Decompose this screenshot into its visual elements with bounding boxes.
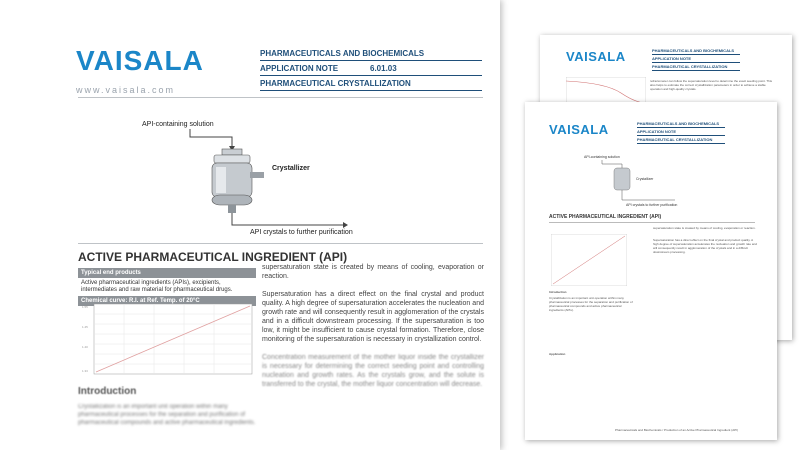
category-row: PHARMACEUTICALS AND BIOCHEMICALS (260, 46, 482, 61)
front-application-heading: Application (549, 352, 566, 356)
back-header: PHARMACEUTICALS AND BIOCHEMICALS APPLICATION NOTE PHARMACEUTICAL CRYSTALLIZATION (652, 47, 740, 71)
website-text: www.vaisala.com (76, 85, 176, 95)
front-col2-text2: Supersaturation has a direct effect on the final crystal and product quality. A high degree of supersaturation accelerates the nucleation and growth rate and will consequently result in agglomeration of the crystals and in a difficult downstream processing. (653, 238, 757, 254)
front-col2-text1: supersaturation state is created by means of cooling, evaporation or reaction. (653, 226, 756, 230)
doc-type-row: APPLICATION NOTE 6.01.03 (260, 61, 482, 76)
svg-text:Crystallizer: Crystallizer (636, 177, 654, 181)
section-title: ACTIVE PHARMACEUTICAL INGREDIENT (API) (78, 250, 348, 264)
subtitle-row: PHARMACEUTICAL CRYSTALLIZATION (260, 76, 482, 91)
front-chart (551, 234, 627, 286)
table-text: Active pharmaceutical ingredients (APIs), excipients, intermediates and raw material for pharmaceutical drugs. (81, 280, 233, 293)
front-diagram (580, 152, 700, 210)
output-label: API crystals to further purification (250, 229, 353, 236)
back-vaisala-logo: VAISALA (566, 49, 626, 64)
crystallizer-label: Crystallizer (272, 165, 310, 172)
paragraph-2: Supersaturation has a direct effect on the final crystal and product quality. A high degree of supersaturation accelerates the nucleation and growth rate and will consequently result in agglomeration of the crystals and in a difficult downstream processing. If the supersaturation is too low, it might be insufficient to cause crystal formation. Therefore, close monitoring of the supersaturation is necessary in crystallization control. (262, 291, 484, 343)
section-divider (78, 243, 483, 244)
intro-text: Crystallization is an important unit operation within many pharmaceutical processes for the separation and purification of pharmaceutical compounds and active pharmaceutical ingredients. (78, 404, 256, 426)
document-header (260, 46, 482, 91)
front-vaisala-logo: VAISALA (549, 122, 609, 137)
chart-header: Chemical curve: R.I. at Ref. Temp. of 20°C (78, 296, 256, 306)
header-divider (78, 97, 483, 98)
back-chart (566, 77, 646, 105)
svg-text:1.40: 1.40 (82, 345, 88, 349)
front-intro-text: Crystallization is an important unit operation within many pharmaceutical processes for the separation and purification of pharmaceutical compounds and active pharmaceutical ingredients (APIs). (549, 296, 633, 312)
svg-text:API-containing solution: API-containing solution (584, 155, 620, 159)
svg-text:1.55: 1.55 (82, 305, 88, 309)
front-divider (549, 222, 755, 223)
crystallizer-diagram (140, 115, 370, 240)
input-label: API-containing solution (142, 121, 214, 128)
front-section-title: ACTIVE PHARMACEUTICAL INGREDIENT (API) (549, 214, 662, 220)
paragraph-3: Concentration measurement of the mother liquor inside the crystallizer is necessary for determining the correct seeding point and controlling nucleation and growth rates. As the crystals grow, and the solute is transferred to the crystal, the mother liquor concentration will decrease. (262, 354, 484, 388)
intro-heading: Introduction (78, 386, 137, 397)
front-header: PHARMACEUTICALS AND BIOCHEMICALS APPLICATION NOTE PHARMACEUTICAL CRYSTALLIZATION (637, 120, 725, 144)
svg-text:1.33: 1.33 (82, 369, 88, 373)
front-intro-heading: Introduction (549, 290, 567, 294)
paragraph-1: supersaturation state is created by means of cooling, evaporation or reaction. (262, 264, 484, 280)
calibration-chart (80, 300, 256, 380)
front-page-thumbnail (525, 102, 777, 440)
vaisala-logo: VAISALA (76, 45, 204, 76)
body-column (262, 263, 484, 398)
svg-text:1.45: 1.45 (82, 325, 88, 329)
svg-text:API crystals to further purifi: API crystals to further purification (626, 203, 678, 207)
back-text: refractometer can follow the supersaturation level to determine the exact seeding point. This also helps to estimate the correct crystallization parameters in order to achieve a stable operation and high-quality crystals. (650, 79, 773, 91)
crystallizer-vessel-icon (212, 149, 264, 213)
table-header: Typical end products (78, 268, 256, 278)
front-footer: Pharmaceuticals and Biochemicals / Production of an Active Pharmaceutical Ingredient (API) (615, 428, 739, 432)
